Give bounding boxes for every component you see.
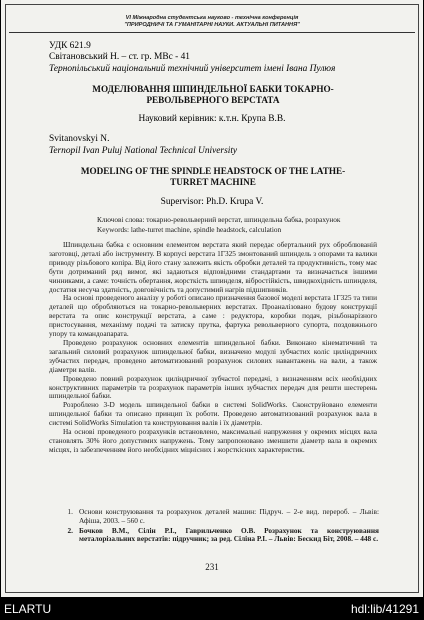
title-en-line-1: MODELING OF THE SPINDLE HEADSTOCK OF THE LATHE- (80, 166, 346, 176)
reference-text: Основи конструювання та розрахунок деталей машин: Підруч. – 2-е вид. переpoб. – Львів: Афіша, 2003. – 560 с. (79, 507, 379, 525)
title-ua (41, 84, 385, 106)
conference-header (9, 7, 415, 33)
title-en-line-2: TURRET MACHINE (170, 177, 256, 187)
reference-list (49, 508, 379, 545)
university-en: Ternopil Ivan Puluj National Technical University (49, 146, 238, 156)
reference-item (49, 508, 379, 526)
keywords-en: Keywords: lathe-turret machine, spindle headstock, calculation (97, 225, 282, 234)
document-page (1, 0, 423, 597)
paragraph: На основі проведеного аналізу у роботі описано призначення базової моделі верстата 1Г325 та типи деталей що обробляються на токарно-револьверних верстатах. Проаналізовано будову конструкції верстата та опис конструкції верстата, а саме : редуктора, коробки подач, різьбонарізного пристосування, механізму подачі та затиску прутка, фартука револьверного супорта, поздовжнього упору та командоапарата. (49, 293, 377, 339)
footer-bar (0, 597, 424, 620)
paragraph: Шпиндельна бабка є основним елементом верстата який передає обертальний рух оброблюваній заготовці, деталі або інструменту. В корпусі верстата 1Г325 змонтований шпиндель з опорами та валики приводу різьбового копіра. Від його стану залежить якість обробки деталей та продуктивність, тому має бути дотриманий ряд вимог, які задаються відповідними стандартами та визначається іншими чинниками, а саме: точність обертання, жорсткість шпинделя, вібростійкість, швидкохідність шпинделя, достатня несуча здатність, довговічність та допустимий нагрів підшипників. (49, 240, 377, 294)
author-en: Svitanovskyi N. (49, 134, 110, 144)
header-line-1: VI Міжнародна студентська науково - технічна конференція (125, 15, 299, 21)
university-ua: Тернопільський національний технічний університет імені Івана Пулюя (49, 64, 336, 74)
header-line-2: "ПРИРОДНИЧІ ТА ГУМАНІТАРНІ НАУКИ. АКТУАЛЬНІ ПИТАННЯ" (124, 22, 300, 28)
title-ua-line-2: РЕВОЛЬВЕРНОГО ВЕРСТАТА (146, 95, 280, 105)
paragraph: На основі проведеного розрахунків встановлено, максимальні напруження у окремих місцях вала становлять 30% його допустимих напружень. Тому запропоновано зменшити діаметр вала в окремих місцях, із забезпеченням його необхідних міцнісних і жорсткісних характеристик. (49, 427, 377, 454)
title-ua-line-1: МОДЕЛЮВАННЯ ШПИНДЕЛЬНОЇ БАБКИ ТОКАРНО- (92, 84, 334, 94)
page-number: 231 (205, 562, 219, 572)
udk-code: УДК 621.9 (49, 41, 91, 51)
repository-name: ELARTU (4, 602, 52, 616)
paragraph: Проведено розрахунок основних елементів шпиндельної бабки. Виконано кінематичний та загальний силовий розрахунок шпиндельної бабки, визначено модулі зубчастих коліс циліндричних зубчастих передач, проведено автоматизований розрахунок силових навантажень на вали, а також діаметри валів. (49, 337, 377, 374)
author-ua: Світановський Н. – ст. гр. МВс - 41 (49, 52, 190, 62)
handle-id: hdl:lib/41291 (350, 602, 419, 616)
keywords-ua: Ключові слова: токарно-револьверний верстат, шпиндельна бабка, розрахунок (97, 215, 341, 224)
body-text (49, 241, 377, 455)
paragraph: Розроблено 3-D модель шпиндельної бабки в системі SolidWorks. Сконструйовано елементи шпиндельної бабки та описано принцип їх роботи. Проведено автоматизований розрахунок вала в системі SolidWorks Simulation та конструювання валів і їх діаметрів. (49, 400, 377, 428)
paragraph: Проведено повний розрахунок циліндричної зубчастої передачі, з визначенням всіх необхідних конструктивних параметрів та розрахунок параметрів інших зубчастих передач для решти шестерень шпиндельної бабки. (49, 373, 377, 401)
reference-number: 1. (67, 507, 73, 516)
supervisor-ua: Науковий керівник: к.т.н. Крупа В.В. (138, 114, 286, 124)
supervisor-en: Supervisor: Ph.D. Krupa V. (160, 197, 264, 207)
reference-number: 2. (67, 525, 73, 535)
reference-item (49, 527, 379, 545)
title-en (41, 166, 385, 188)
reference-text: Бочков В.М., Сілін Р.І., Гаврильченко О.В. Розрахунок та конструювання металорізальних верстатів: підручник; за ред. Сіліна Р.І. – Львів: Бескид Біт, 2008. – 448 с. (79, 525, 379, 544)
